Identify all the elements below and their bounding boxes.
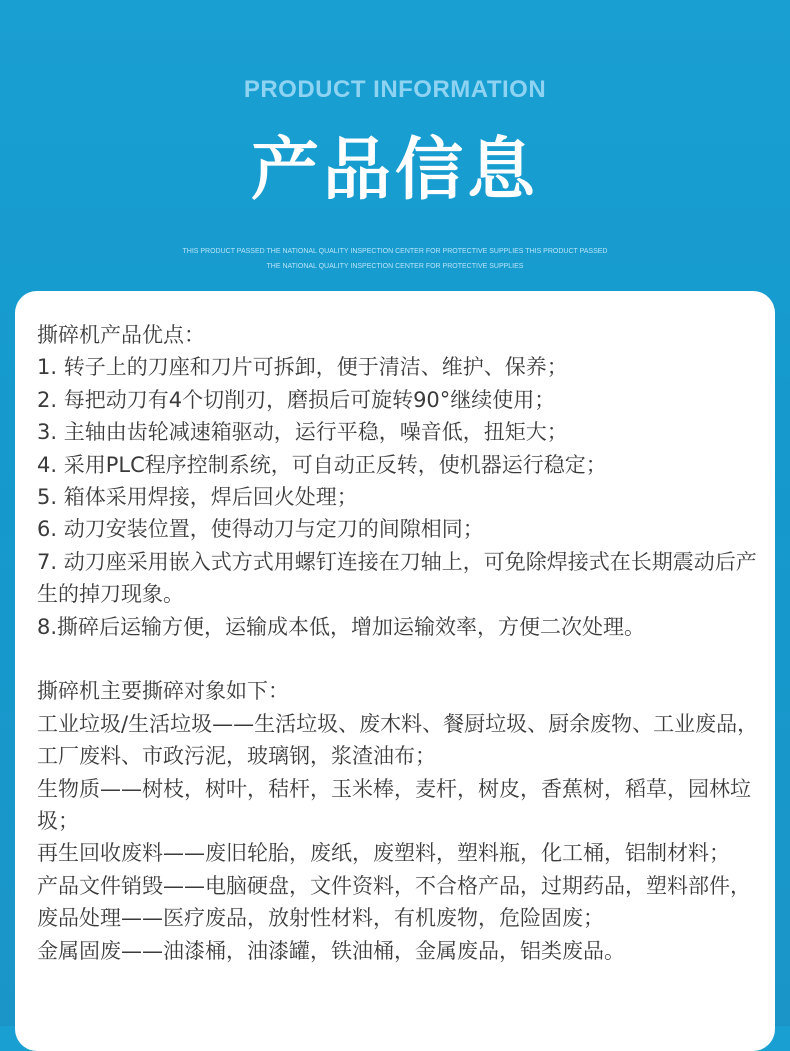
- info-card-body: [37, 319, 759, 967]
- fine-print-line-2: THE NATIONAL QUALITY INSPECTION CENTER FOR PROTECTIVE SUPPLIES: [266, 263, 524, 270]
- target-item: 废品处理——医疗废品，放射性材料，有机废物，危险固废；: [37, 906, 604, 931]
- target-item: 工业垃圾/生活垃圾——生活垃圾、废木料、餐厨垃圾、厨余废物、工业废品，工厂废料、市政污泥，玻璃钢，浆渣油布；: [37, 711, 759, 769]
- target-item: 金属固废——油漆桶，油漆罐，铁油桶，金属废品，铝类废品。: [37, 938, 625, 963]
- page-title: 产品信息: [250, 131, 539, 210]
- target-item: 再生回收废料——废旧轮胎，废纸，废塑料，塑料瓶，化工桶，铝制材料；: [37, 841, 730, 866]
- advantage-item: 8.撕碎后运输方便，运输成本低，增加运输效率，方便二次处理。: [37, 614, 646, 639]
- advantage-item: 5. 箱体采用焊接，焊后回火处理；: [37, 485, 358, 510]
- advantage-item: 1. 转子上的刀座和刀片可拆卸，便于清洁、维护、保养；: [37, 355, 568, 380]
- section-eyebrow: PRODUCT INFORMATION: [243, 76, 547, 103]
- targets-heading: 撕碎机主要撕碎对象如下：: [37, 679, 289, 704]
- advantages-heading: 撕碎机产品优点：: [37, 323, 205, 347]
- fine-print-line-1: THIS PRODUCT PASSED THE NATIONAL QUALITY INSPECTION CENTER FOR PROTECTIVE SUPPLIES THIS PRODUCT PASSED: [182, 248, 608, 255]
- advantage-item: 4. 采用PLC程序控制系统，可自动正反转，使机器运行稳定；: [37, 452, 607, 477]
- advantage-item: 2. 每把动刀有4个切削刃，磨损后可旋转90°继续使用；: [37, 387, 556, 412]
- info-card: [15, 291, 775, 1051]
- target-item: 生物质——树枝，树叶，秸杆，玉米棒，麦杆，树皮，香蕉树，稻草，园林垃圾；: [37, 776, 751, 834]
- target-item: 产品文件销毁——电脑硬盘，文件资料，不合格产品，过期药品，塑料部件，: [37, 873, 751, 898]
- page-header: [0, 0, 790, 290]
- advantage-item: 3. 主轴由齿轮减速箱驱动，运行平稳，噪音低，扭矩大；: [37, 420, 568, 445]
- advantage-item: 7. 动刀座采用嵌入式方式用螺钉连接在刀轴上，可免除焊接式在长期震动后产生的掉刀现象。: [37, 549, 757, 607]
- section-spacer: [37, 643, 759, 675]
- advantage-item: 6. 动刀安装位置，使得动刀与定刀的间隙相同；: [37, 517, 484, 542]
